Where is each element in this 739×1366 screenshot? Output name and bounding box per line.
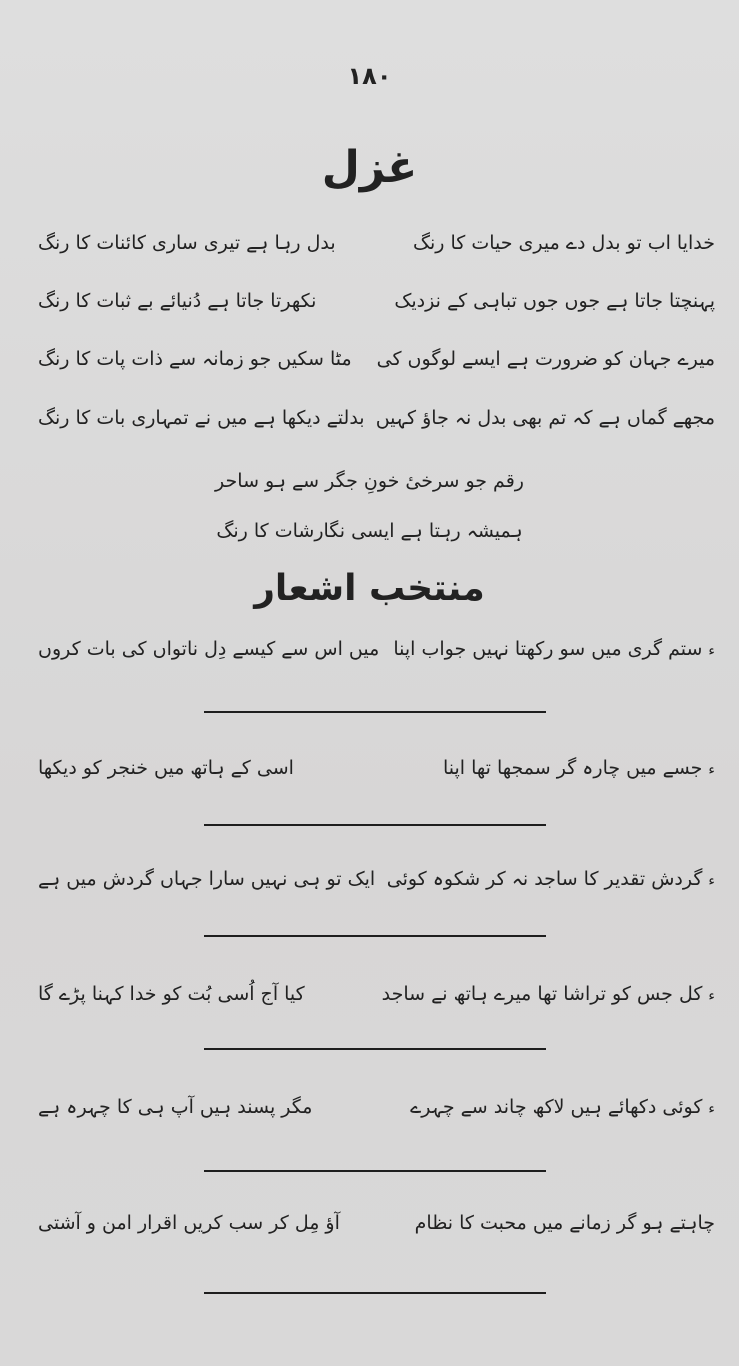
verse-bullet: ء <box>708 762 715 778</box>
verse-bullet: ء <box>708 873 715 889</box>
verse-3-first-text: گردش تقدیر کا ساجد نہ کر شکوہ کوئی <box>386 868 703 890</box>
verse-4-second: کیا آج اُسی بُت کو خدا کہنا پڑے گا <box>38 983 305 1005</box>
ghazal-couplet-1-first: خدایا اب تو بدل دے میری حیات کا رنگ <box>412 232 715 254</box>
verse-2-first <box>443 757 715 779</box>
page-number: ۱۸۰ <box>347 62 392 90</box>
ghazal-couplet-4-first: مجھے گماں ہے کہ تم بھی بدل نہ جاؤ کہیں <box>375 407 715 429</box>
divider <box>204 1048 546 1050</box>
ghazal-couplet-1-second: بدل رہا ہے تیری ساری کائنات کا رنگ <box>38 232 336 254</box>
ghazal-title: غزل <box>321 142 418 193</box>
ghazal-couplet-2-first: پہنچتا جاتا ہے جوں جوں تباہی کے نزدیک <box>394 290 715 312</box>
verse-2-second: اسی کے ہاتھ میں خنجر کو دیکھا <box>38 757 294 779</box>
verse-3-second: ایک تو ہی نہیں سارا جہاں گردش میں ہے <box>38 868 376 890</box>
verse-1-first-text: ستم گری میں سو رکھتا نہیں جواب اپنا <box>393 638 703 660</box>
ghazal-maqta-line-2: ہمیشہ رہتا ہے ایسی نگارشات کا رنگ <box>216 520 523 542</box>
verse-6-second: آؤ مِل کر سب کریں اقرار امن و آشتی <box>38 1212 340 1234</box>
divider <box>204 711 546 713</box>
verse-1-second: میں اس سے کیسے دِل ناتواں کی بات کروں <box>38 638 380 660</box>
verse-6-first: چاہتے ہو گر زمانے میں محبت کا نظام <box>414 1212 715 1234</box>
verse-1-first <box>393 638 715 660</box>
muntakhab-title: منتخب اشعار <box>254 568 485 609</box>
ghazal-maqta-line-1: رقم جو سرخیٔ خونِ جگر سے ہو ساحر <box>215 470 524 492</box>
divider <box>204 1292 546 1294</box>
verse-4-first-text: کل جس کو تراشا تھا میرے ہاتھ نے ساجد <box>381 983 703 1005</box>
divider <box>204 824 546 826</box>
verse-4-first <box>382 983 715 1005</box>
verse-5-first <box>410 1096 715 1118</box>
verse-2-first-text: جسے میں چارہ گر سمجھا تھا اپنا <box>442 757 703 779</box>
verse-3-first <box>387 868 715 890</box>
divider <box>204 935 546 937</box>
ghazal-couplet-3-second: مٹا سکیں جو زمانہ سے ذات پات کا رنگ <box>38 348 352 370</box>
verse-bullet: ء <box>708 643 715 659</box>
verse-bullet: ء <box>708 988 715 1004</box>
ghazal-couplet-3-first: میرے جہان کو ضرورت ہے ایسے لوگوں کی <box>376 348 715 370</box>
verse-5-first-text: کوئی دکھائے ہیں لاکھ چاند سے چہرے <box>410 1096 703 1118</box>
ghazal-couplet-4-second: بدلتے دیکھا ہے میں نے تمہاری بات کا رنگ <box>38 407 365 429</box>
verse-5-second: مگر پسند ہیں آپ ہی کا چہرہ ہے <box>38 1096 313 1118</box>
ghazal-couplet-2-second: نکھرتا جاتا ہے دُنیائے بے ثبات کا رنگ <box>38 290 317 312</box>
divider <box>204 1170 546 1172</box>
verse-bullet: ء <box>708 1101 715 1117</box>
